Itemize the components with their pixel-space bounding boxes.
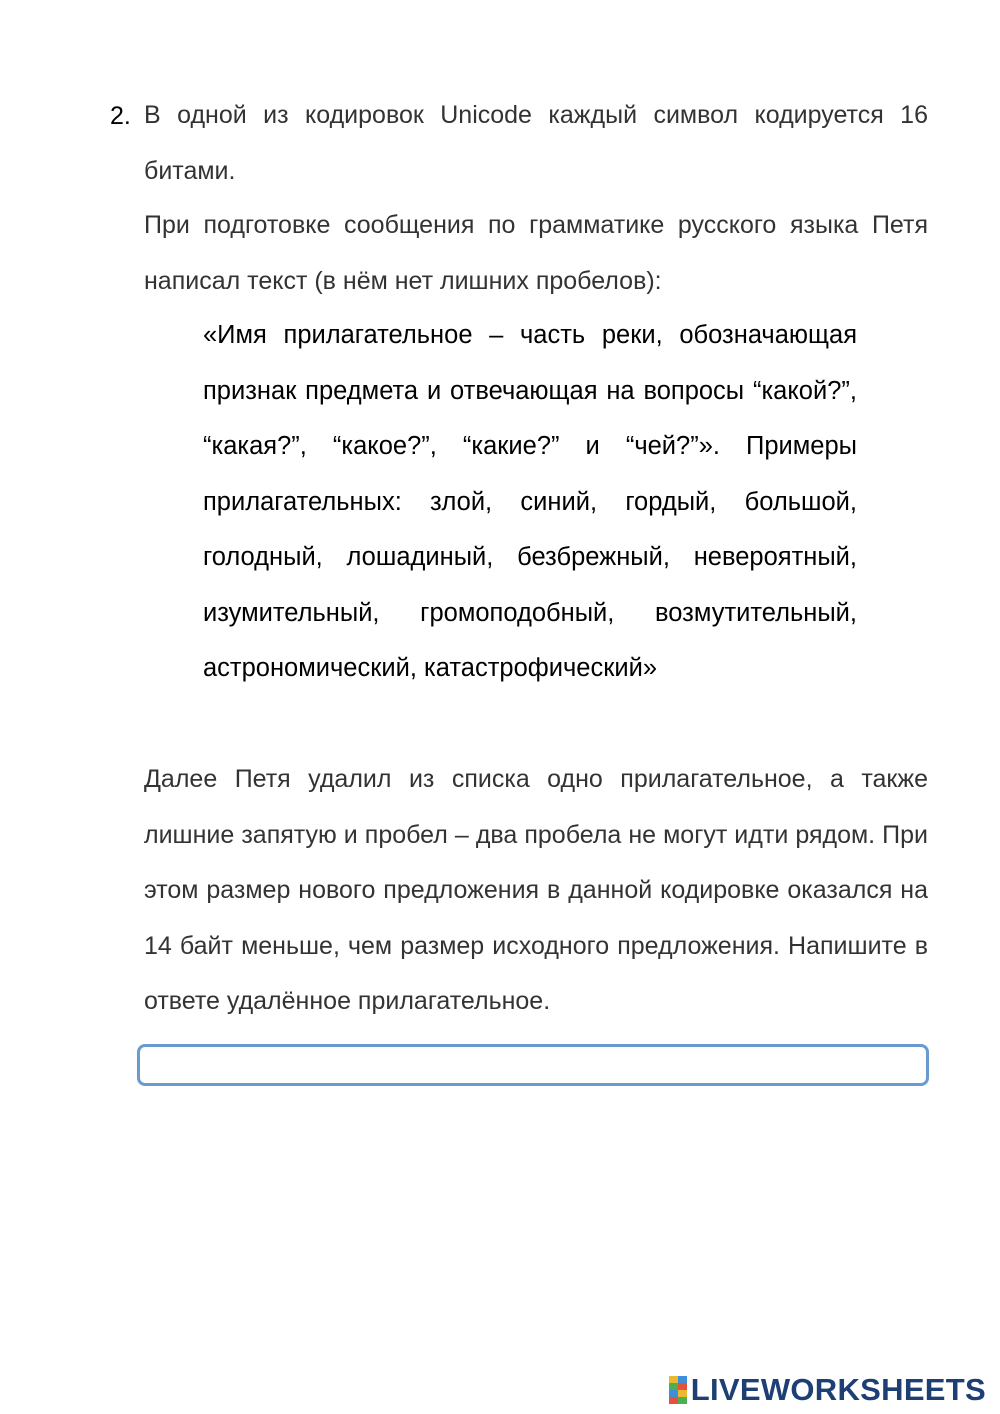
task-paragraph-context: При подготовке сообщения по грамматике русского языка Петя написал текст (в нём нет лишних пробелов): (144, 211, 928, 295)
answer-input[interactable] (137, 1044, 929, 1086)
quoted-text: «Имя прилагательное – часть реки, обозначающая признак предмета и отвечающая на вопросы “какой?”, “какая?”, “какое?”, “какие?” и “чей?”». Примеры прилагательных: злой, синий, гордый, большой, голодный, лошадиный, безбрежный, невероятный, изумительный, громоподобный, возмутительный, астрономический, катастрофический» (203, 321, 857, 682)
task-paragraph-question: Далее Петя удалил из списка одно прилагательное, а также лишние запятую и пробел – два пробела не могут идти рядом. При этом размер нового предложения в данной кодировке оказался на 14 байт меньше, чем размер исходного предложения. Напишите в ответе удалённое прилагательное. (144, 765, 928, 1015)
logo-text: LIVEWORKSHEETS (690, 1372, 986, 1407)
task-number: 2. (110, 102, 131, 130)
liveworksheets-logo (669, 1374, 986, 1406)
liveworksheets-logo-icon (669, 1376, 687, 1404)
task-paragraph-intro: В одной из кодировок Unicode каждый символ кодируется 16 битами. (144, 101, 928, 185)
